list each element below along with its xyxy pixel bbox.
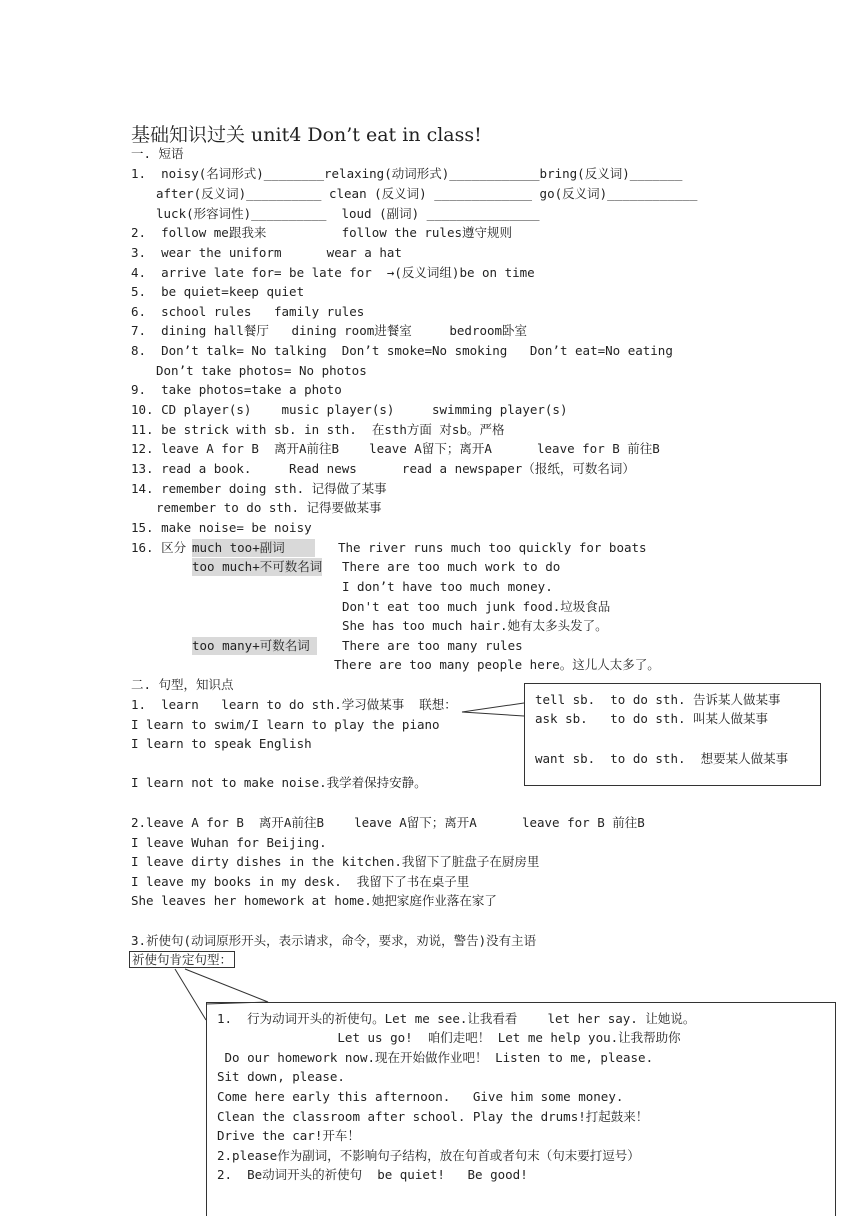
pattern-3: 3.祈使句(动词原形开头，表示请求，命令，要求，劝说，警告)没有主语: [131, 933, 537, 948]
example-5: She has too much hair.她有太多头发了。: [342, 618, 608, 633]
line-11: 11. be strick with sb. in sth. 在sth方面 对sb。严格: [131, 422, 505, 437]
pattern-2: 2.leave A for B 离开A前往B leave A留下；离开A leave for B 前往B: [131, 815, 645, 830]
imperative-line-8: 2.please作为副词，不影响句子结构，放在句首或者句末（句末要打逗号）: [217, 1148, 640, 1163]
pattern-1-ex1: I learn to swim/I learn to play the piano: [131, 717, 440, 732]
association-ask: ask sb. to do sth. 叫某人做某事: [535, 711, 769, 726]
imperative-label: [129, 951, 235, 969]
highlight-too-much: too much+不可数名词: [192, 559, 323, 574]
imperative-line-2: Let us go! 咱们走吧！ Let me help you.让我帮助你: [217, 1030, 681, 1045]
association-callout-line: [462, 703, 524, 716]
pattern-2-ex2: I leave dirty dishes in the kitchen.我留下了脏盘子在厨房里: [131, 854, 540, 869]
imperative-line-1: 1. 行为动词开头的祈使句。Let me see.让我看看 let her say. 让她说。: [217, 1011, 696, 1026]
imperative-line-6: Clean the classroom after school. Play the drums!打起鼓来！: [217, 1109, 649, 1124]
example-2: There are too much work to do: [342, 559, 561, 574]
association-tell: tell sb. to do sth. 告诉某人做某事: [535, 692, 781, 707]
imperative-line-7: Drive the car!开车！: [217, 1128, 360, 1143]
line-7: 7. dining hall餐厅 dining room进餐室 bedroom卧室: [131, 323, 528, 338]
pattern-2-ex4: She leaves her homework at home.她把家庭作业落在家了: [131, 893, 497, 908]
pattern-2-ex1: I leave Wuhan for Beijing.: [131, 835, 327, 850]
example-7: There are too many people here。这儿人太多了。: [334, 657, 660, 672]
line-8b: Don’t take photos= No photos: [156, 363, 367, 378]
highlight-too-many: too many+可数名词: [192, 638, 318, 653]
line-1: 1. noisy(名词形式)________relaxing(动词形式)____________bring(反义词)_______: [131, 166, 683, 181]
association-want: want sb. to do sth. 想要某人做某事: [535, 751, 789, 766]
example-4: Don't eat too much junk food.垃圾食品: [342, 599, 611, 614]
line-1c: luck(形容词性)__________ loud (副词) _______________: [156, 206, 540, 221]
section-1-heading: 一. 短语: [131, 146, 184, 161]
line-1b: after(反义词)__________ clean (反义词) _____________ go(反义词)____________: [156, 186, 698, 201]
line-2: 2. follow me跟我来 follow the rules遵守规则: [131, 225, 513, 240]
line-16-label: 16. 区分: [131, 540, 187, 555]
line-9: 9. take photos=take a photo: [131, 382, 342, 397]
imperative-callout-line: [185, 969, 268, 1004]
pattern-1-ex3: I learn not to make noise.我学着保持安静。: [131, 775, 427, 790]
imperative-line-4: Sit down, please.: [217, 1069, 345, 1084]
line-3: 3. wear the uniform wear a hat: [131, 245, 402, 260]
imperative-label-text: 祈使句肯定句型：: [129, 951, 235, 968]
imperative-line-9: 2. Be动词开头的祈使句 be quiet! Be good!: [217, 1167, 528, 1182]
example-1: The river runs much too quickly for boats: [338, 540, 647, 555]
line-15: 15. make noise= be noisy: [131, 520, 312, 535]
line-10: 10. CD player(s) music player(s) swimming player(s): [131, 402, 568, 417]
page-title: 基础知识过关 unit4 Don’t eat in class!: [131, 124, 482, 146]
pattern-1: 1. learn learn to do sth.学习做某事 联想：: [131, 697, 457, 712]
section-2-heading: 二. 句型，知识点: [131, 677, 234, 692]
line-6: 6. school rules family rules: [131, 304, 365, 319]
line-14b: remember to do sth. 记得要做某事: [156, 500, 382, 515]
imperative-line-5: Come here early this afternoon. Give him some money.: [217, 1089, 624, 1104]
pattern-1-ex2: I learn to speak English: [131, 736, 312, 751]
example-3: I don’t have too much money.: [342, 579, 553, 594]
line-5: 5. be quiet=keep quiet: [131, 284, 305, 299]
line-12: 12. leave A for B 离开A前往B leave A留下；离开A leave for B 前往B: [131, 441, 660, 456]
imperative-line-3: Do our homework now.现在开始做作业吧！ Listen to me, please.: [217, 1050, 654, 1065]
pattern-2-ex3: I leave my books in my desk. 我留下了书在桌子里: [131, 874, 470, 889]
imperative-callout-line-2: [175, 969, 206, 1020]
line-4: 4. arrive late for= be late for →(反义词组)be on time: [131, 265, 535, 280]
line-14: 14. remember doing sth. 记得做了某事: [131, 481, 387, 496]
line-13: 13. read a book. Read news read a newspaper（报纸，可数名词）: [131, 461, 635, 476]
example-6: There are too many rules: [342, 638, 523, 653]
highlight-much-too: much too+副词: [192, 540, 315, 555]
line-8: 8. Don’t talk= No talking Don’t smoke=No smoking Don’t eat=No eating: [131, 343, 673, 358]
